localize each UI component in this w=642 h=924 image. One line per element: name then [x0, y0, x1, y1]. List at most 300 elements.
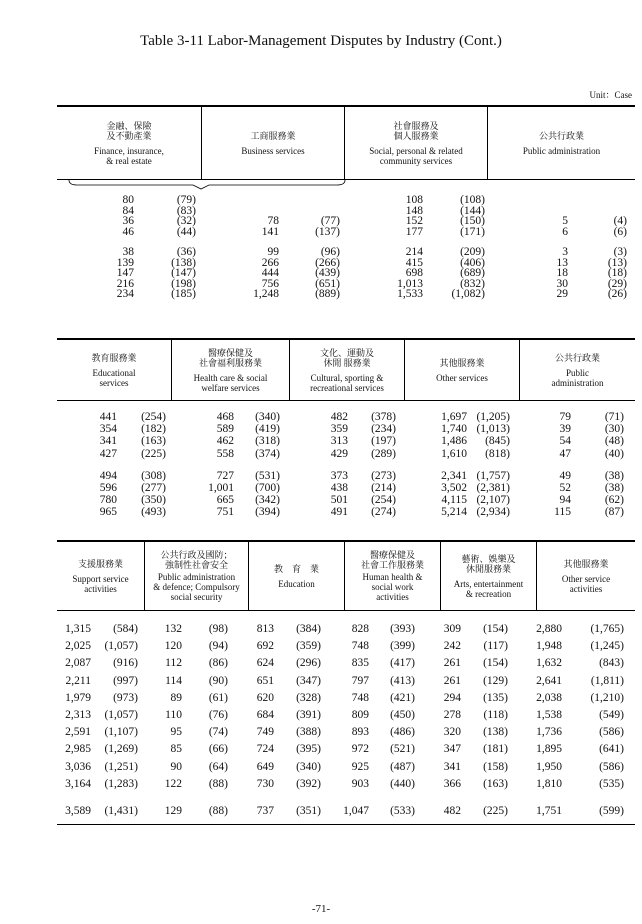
cell-total: 482 — [330, 411, 348, 423]
cell-total: 649 — [256, 760, 274, 773]
cell-paren: (135) — [483, 691, 508, 704]
cell-paren: (266) — [315, 256, 340, 269]
cell-total: 482 — [443, 804, 461, 817]
cell-total: 724 — [256, 743, 274, 756]
header-en: Other services — [436, 372, 488, 383]
header-zh: 金融、保險 及不動產業 — [106, 120, 152, 141]
cell-total: 373 — [330, 469, 348, 482]
cell-total: 2,087 — [65, 657, 91, 670]
cell-total: 427 — [99, 447, 117, 460]
cell-total: 110 — [165, 708, 182, 721]
table-row — [57, 470, 635, 482]
cell-total: 320 — [443, 726, 461, 739]
table-row — [57, 258, 635, 269]
header-en: Human health & social work activities — [362, 572, 423, 602]
cell-paren: (6) — [613, 225, 627, 238]
header-en: Public administration — [551, 367, 604, 388]
cell-total: 1,610 — [441, 447, 467, 460]
header-en: Other service activities — [561, 573, 611, 594]
cell-total: 38 — [122, 246, 134, 258]
cell-total: 120 — [164, 640, 182, 653]
table-section-2 — [57, 338, 635, 519]
cell-total: 3 — [562, 246, 568, 258]
cell-total: 441 — [99, 411, 117, 423]
cell-total: 129 — [164, 804, 182, 817]
cell-total: 1,950 — [536, 760, 562, 773]
cell-paren: (450) — [390, 708, 415, 721]
cell-paren: (531) — [255, 469, 280, 482]
table-row — [57, 289, 635, 300]
cell-paren: (3) — [613, 246, 627, 258]
cell-total: 1,632 — [536, 657, 562, 670]
cell-paren: (234) — [371, 423, 396, 436]
cell-paren: (1,811) — [590, 674, 624, 687]
header-zh: 教 育 業 — [273, 563, 319, 574]
cell-paren: (1,283) — [104, 777, 138, 790]
cell-total: 90 — [170, 760, 182, 773]
table-row — [57, 206, 635, 217]
cell-total: 1,697 — [441, 411, 467, 423]
cell-total: 494 — [99, 469, 117, 482]
cell-paren: (147) — [171, 267, 196, 279]
cell-paren: (586) — [599, 760, 624, 773]
cell-paren: (651) — [315, 277, 340, 290]
cell-total: 589 — [216, 423, 234, 436]
cell-paren: (2,934) — [476, 506, 510, 519]
cell-total: 3,036 — [65, 760, 91, 773]
cell-total: 749 — [256, 726, 274, 739]
cell-paren: (254) — [141, 411, 166, 423]
cell-total: 501 — [330, 494, 348, 507]
cell-total: 468 — [216, 411, 234, 423]
cell-total: 95 — [170, 726, 182, 739]
cell-paren: (129) — [483, 674, 508, 687]
cell-paren: (413) — [390, 674, 415, 687]
cell-paren: (83) — [176, 204, 196, 217]
cell-total: 80 — [122, 194, 134, 206]
cell-total: 347 — [443, 743, 461, 756]
cell-total: 99 — [267, 246, 279, 258]
header-public-defence — [145, 542, 249, 610]
cell-paren: (2,107) — [476, 494, 510, 507]
cell-total: 1,486 — [441, 435, 467, 448]
cell-paren: (641) — [599, 743, 624, 756]
table-section-1 — [57, 105, 635, 300]
cell-total: 727 — [216, 469, 234, 482]
cell-total: 30 — [556, 277, 568, 290]
cell-paren: (154) — [483, 623, 508, 635]
table-row — [57, 506, 635, 518]
section-2-header — [57, 338, 635, 401]
cell-total: 2,211 — [65, 674, 91, 687]
table-row — [57, 621, 635, 638]
header-zh: 公共行政業 — [538, 130, 584, 141]
cell-total: 115 — [554, 506, 571, 519]
cell-paren: (395) — [296, 743, 321, 756]
cell-total: 1,740 — [441, 423, 467, 436]
cell-paren: (158) — [483, 760, 508, 773]
header-en: Education — [278, 578, 315, 589]
cell-paren: (916) — [113, 657, 138, 670]
cell-total: 1,948 — [536, 640, 562, 653]
cell-total: 730 — [256, 777, 274, 790]
cell-total: 444 — [261, 267, 279, 279]
cell-paren: (328) — [296, 691, 321, 704]
cell-paren: (144) — [460, 204, 485, 217]
cell-total: 429 — [330, 447, 348, 460]
cell-total: 341 — [443, 760, 461, 773]
cell-paren: (40) — [604, 447, 624, 460]
cell-total: 2,038 — [536, 691, 562, 704]
cell-paren: (197) — [371, 435, 396, 448]
cell-paren: (393) — [390, 623, 415, 635]
cell-paren: (74) — [208, 726, 228, 739]
cell-total: 79 — [559, 411, 571, 423]
cell-paren: (832) — [460, 277, 485, 290]
header-zh: 支援服務業 — [77, 558, 123, 569]
table-row — [57, 776, 635, 793]
table-row — [57, 411, 635, 423]
table-row — [57, 482, 635, 494]
cell-paren: (399) — [390, 640, 415, 653]
cell-paren: (26) — [607, 288, 627, 300]
cell-paren: (347) — [296, 674, 321, 687]
cell-total: 415 — [405, 256, 423, 269]
cell-total: 108 — [405, 194, 423, 206]
cell-paren: (388) — [296, 726, 321, 739]
cell-paren: (1,251) — [104, 760, 138, 773]
cell-total: 18 — [556, 267, 568, 279]
cell-paren: (1,013) — [476, 423, 510, 436]
cell-paren: (889) — [315, 288, 340, 300]
cell-total: 1,248 — [253, 288, 279, 300]
cell-paren: (88) — [208, 804, 228, 817]
cell-total: 1,736 — [536, 726, 562, 739]
cell-paren: (351) — [296, 804, 321, 817]
cell-total: 112 — [165, 657, 182, 670]
cell-total: 261 — [443, 657, 461, 670]
cell-total: 1,979 — [65, 691, 91, 704]
header-zh: 公共行政業 — [554, 352, 600, 363]
cell-paren: (274) — [371, 506, 396, 519]
cell-paren: (440) — [390, 777, 415, 790]
cell-total: 3,164 — [65, 777, 91, 790]
cell-paren: (138) — [483, 726, 508, 739]
table-row — [57, 494, 635, 506]
cell-total: 2,591 — [65, 726, 91, 739]
cell-paren: (44) — [176, 225, 196, 238]
header-finance — [57, 107, 202, 179]
cell-paren: (30) — [604, 423, 624, 436]
cell-paren: (318) — [255, 435, 280, 448]
cell-total: 2,025 — [65, 640, 91, 653]
cell-paren: (214) — [371, 481, 396, 494]
table-row — [57, 638, 635, 655]
cell-total: 438 — [330, 481, 348, 494]
cell-total: 903 — [351, 777, 369, 790]
cell-total: 2,341 — [441, 469, 467, 482]
cell-paren: (486) — [390, 726, 415, 739]
cell-total: 4,115 — [441, 494, 467, 507]
header-zh: 醫療保健及 社會工作服務業 — [360, 550, 424, 570]
cell-total: 278 — [443, 708, 461, 721]
header-en: Social, personal & related community services — [369, 145, 463, 166]
cell-total: 491 — [330, 506, 348, 519]
cell-paren: (584) — [113, 623, 138, 635]
cell-total: 234 — [116, 288, 134, 300]
cell-paren: (1,765) — [590, 623, 624, 635]
cell-total: 29 — [556, 288, 568, 300]
table-row — [57, 247, 635, 258]
table-row — [57, 803, 635, 820]
cell-total: 797 — [351, 674, 369, 687]
cell-total: 139 — [116, 256, 134, 269]
cell-paren: (586) — [599, 726, 624, 739]
table-row — [57, 741, 635, 758]
section-1-header — [57, 105, 635, 180]
cell-paren: (1,245) — [590, 640, 624, 653]
cell-paren: (1,210) — [590, 691, 624, 704]
cell-total: 925 — [351, 760, 369, 773]
table-row — [57, 759, 635, 776]
cell-paren: (36) — [176, 246, 196, 258]
cell-paren: (171) — [460, 225, 485, 238]
cell-paren: (417) — [390, 657, 415, 670]
cell-paren: (535) — [599, 777, 624, 790]
cell-paren: (374) — [255, 447, 280, 460]
cell-paren: (198) — [171, 277, 196, 290]
cell-total: 36 — [122, 215, 134, 227]
cell-paren: (421) — [390, 691, 415, 704]
cell-total: 3,502 — [441, 481, 467, 494]
cell-paren: (96) — [320, 246, 340, 258]
table-row — [57, 216, 635, 227]
cell-paren: (1,082) — [451, 288, 485, 300]
table-row — [57, 448, 635, 460]
cell-total: 1,533 — [397, 288, 423, 300]
cell-total: 216 — [116, 277, 134, 290]
table-row — [57, 423, 635, 435]
cell-paren: (86) — [208, 657, 228, 670]
cell-total: 651 — [256, 674, 274, 687]
cell-paren: (1,107) — [104, 726, 138, 739]
table-row — [57, 279, 635, 290]
cell-paren: (1,057) — [104, 640, 138, 653]
cell-total: 756 — [261, 277, 279, 290]
cell-total: 78 — [267, 215, 279, 227]
cell-total: 84 — [122, 204, 134, 217]
cell-total: 313 — [330, 435, 348, 448]
cell-paren: (66) — [208, 743, 228, 756]
cell-paren: (419) — [255, 423, 280, 436]
header-zh: 醫療保健及 社會福利服務業 — [198, 347, 262, 368]
cell-total: 5 — [562, 215, 568, 227]
header-other-services — [405, 340, 520, 400]
header-zh: 其他服務業 — [439, 357, 485, 368]
header-zh: 公共行政及國防； 強制性社會安全 — [160, 550, 233, 570]
cell-paren: (340) — [296, 760, 321, 773]
table-row — [57, 655, 635, 672]
cell-paren: (1,757) — [476, 469, 510, 482]
cell-paren: (98) — [208, 623, 228, 635]
cell-paren: (38) — [604, 481, 624, 494]
page-number: -71- — [311, 903, 331, 915]
cell-total: 261 — [443, 674, 461, 687]
cell-paren: (254) — [371, 494, 396, 507]
header-education — [249, 542, 345, 610]
cell-paren: (225) — [483, 804, 508, 817]
cell-paren: (549) — [599, 708, 624, 721]
cell-paren: (533) — [390, 804, 415, 817]
cell-total: 46 — [122, 225, 134, 238]
cell-total: 1,810 — [536, 777, 562, 790]
cell-total: 3,589 — [65, 804, 91, 817]
table-row — [57, 435, 635, 447]
cell-paren: (87) — [604, 506, 624, 519]
cell-total: 813 — [256, 623, 274, 635]
cell-total: 177 — [405, 225, 423, 238]
header-en: Finance, insurance, & real estate — [94, 145, 164, 166]
cell-paren: (209) — [460, 246, 485, 258]
cell-total: 2,313 — [65, 708, 91, 721]
cell-paren: (163) — [141, 435, 166, 448]
cell-paren: (296) — [296, 657, 321, 670]
cell-total: 266 — [261, 256, 279, 269]
cell-total: 620 — [256, 691, 274, 704]
cell-total: 558 — [216, 447, 234, 460]
header-public-admin — [520, 340, 635, 400]
cell-total: 366 — [443, 777, 461, 790]
cell-paren: (289) — [371, 447, 396, 460]
cell-paren: (138) — [171, 256, 196, 269]
cell-paren: (4) — [613, 215, 627, 227]
table-row — [57, 268, 635, 279]
cell-paren: (599) — [599, 804, 624, 817]
header-business — [202, 107, 345, 179]
header-en: Public administration & defence; Compulsory social security — [153, 572, 240, 602]
header-en: Arts, entertainment & recreation — [453, 578, 524, 599]
header-zh: 教育服務業 — [91, 352, 137, 363]
header-zh: 工商服務業 — [250, 130, 296, 141]
header-en: Educational services — [92, 367, 136, 388]
cell-total: 2,641 — [536, 674, 562, 687]
table-row — [57, 227, 635, 238]
cell-paren: (997) — [113, 674, 138, 687]
cell-total: 692 — [256, 640, 274, 653]
cell-paren: (439) — [315, 267, 340, 279]
header-human-health — [345, 542, 441, 610]
cell-paren: (378) — [371, 411, 396, 423]
cell-paren: (185) — [171, 288, 196, 300]
cell-total: 52 — [559, 481, 571, 494]
cell-paren: (64) — [208, 760, 228, 773]
cell-paren: (88) — [208, 777, 228, 790]
cell-paren: (392) — [296, 777, 321, 790]
cell-total: 737 — [256, 804, 274, 817]
cell-total: 6 — [562, 225, 568, 238]
cell-paren: (342) — [255, 494, 280, 507]
cell-paren: (118) — [483, 708, 508, 721]
cell-paren: (76) — [208, 708, 228, 721]
header-zh: 藝術、娛樂及 休閒服務業 — [461, 553, 516, 574]
cell-total: 54 — [559, 435, 571, 448]
cell-total: 94 — [559, 494, 571, 507]
cell-paren: (273) — [371, 469, 396, 482]
cell-paren: (71) — [604, 411, 624, 423]
cell-paren: (163) — [483, 777, 508, 790]
header-support-service — [57, 542, 145, 610]
cell-total: 596 — [99, 481, 117, 494]
cell-total: 152 — [405, 215, 423, 227]
cell-total: 780 — [99, 494, 117, 507]
cell-paren: (29) — [607, 277, 627, 290]
header-health-care — [172, 340, 290, 400]
cell-paren: (308) — [141, 469, 166, 482]
cell-total: 141 — [261, 225, 279, 238]
cell-total: 1,751 — [536, 804, 562, 817]
cell-total: 214 — [405, 246, 423, 258]
cell-total: 2,985 — [65, 743, 91, 756]
cell-paren: (277) — [141, 481, 166, 494]
section-3-header — [57, 540, 635, 611]
cell-total: 132 — [164, 623, 182, 635]
cell-total: 972 — [351, 743, 369, 756]
table-row — [57, 673, 635, 690]
header-en: Public administration — [522, 145, 601, 156]
cell-total: 748 — [351, 691, 369, 704]
cell-total: 242 — [443, 640, 461, 653]
section-3-rows — [57, 611, 635, 825]
cell-paren: (94) — [208, 640, 228, 653]
cell-total: 148 — [405, 204, 423, 217]
cell-paren: (394) — [255, 506, 280, 519]
cell-paren: (79) — [176, 194, 196, 206]
cell-paren: (117) — [483, 640, 508, 653]
cell-total: 122 — [164, 777, 182, 790]
cell-paren: (843) — [599, 657, 624, 670]
cell-total: 462 — [216, 435, 234, 448]
header-zh: 其他服務業 — [563, 558, 609, 569]
header-social — [345, 107, 488, 179]
table-section-3 — [57, 540, 635, 825]
cell-paren: (521) — [390, 743, 415, 756]
cell-paren: (181) — [483, 743, 508, 756]
cell-total: 13 — [556, 256, 568, 269]
unit-label: Unit：Case — [589, 90, 632, 100]
cell-paren: (62) — [604, 494, 624, 507]
cell-total: 89 — [170, 691, 182, 704]
header-en: Support service activities — [72, 573, 129, 594]
cell-paren: (406) — [460, 256, 485, 269]
table-row — [57, 724, 635, 741]
cell-total: 1,013 — [397, 277, 423, 290]
header-public-admin — [488, 107, 635, 179]
header-cultural — [290, 340, 405, 400]
cell-paren: (77) — [320, 215, 340, 227]
cell-paren: (487) — [390, 760, 415, 773]
cell-paren: (90) — [208, 674, 228, 687]
cell-total: 354 — [99, 423, 117, 436]
cell-total: 114 — [165, 674, 182, 687]
cell-paren: (61) — [208, 691, 228, 704]
cell-total: 341 — [99, 435, 117, 448]
cell-paren: (391) — [296, 708, 321, 721]
cell-total: 828 — [351, 623, 369, 635]
cell-paren: (137) — [315, 225, 340, 238]
cell-total: 147 — [116, 267, 134, 279]
cell-paren: (350) — [141, 494, 166, 507]
cell-total: 2,880 — [536, 623, 562, 635]
